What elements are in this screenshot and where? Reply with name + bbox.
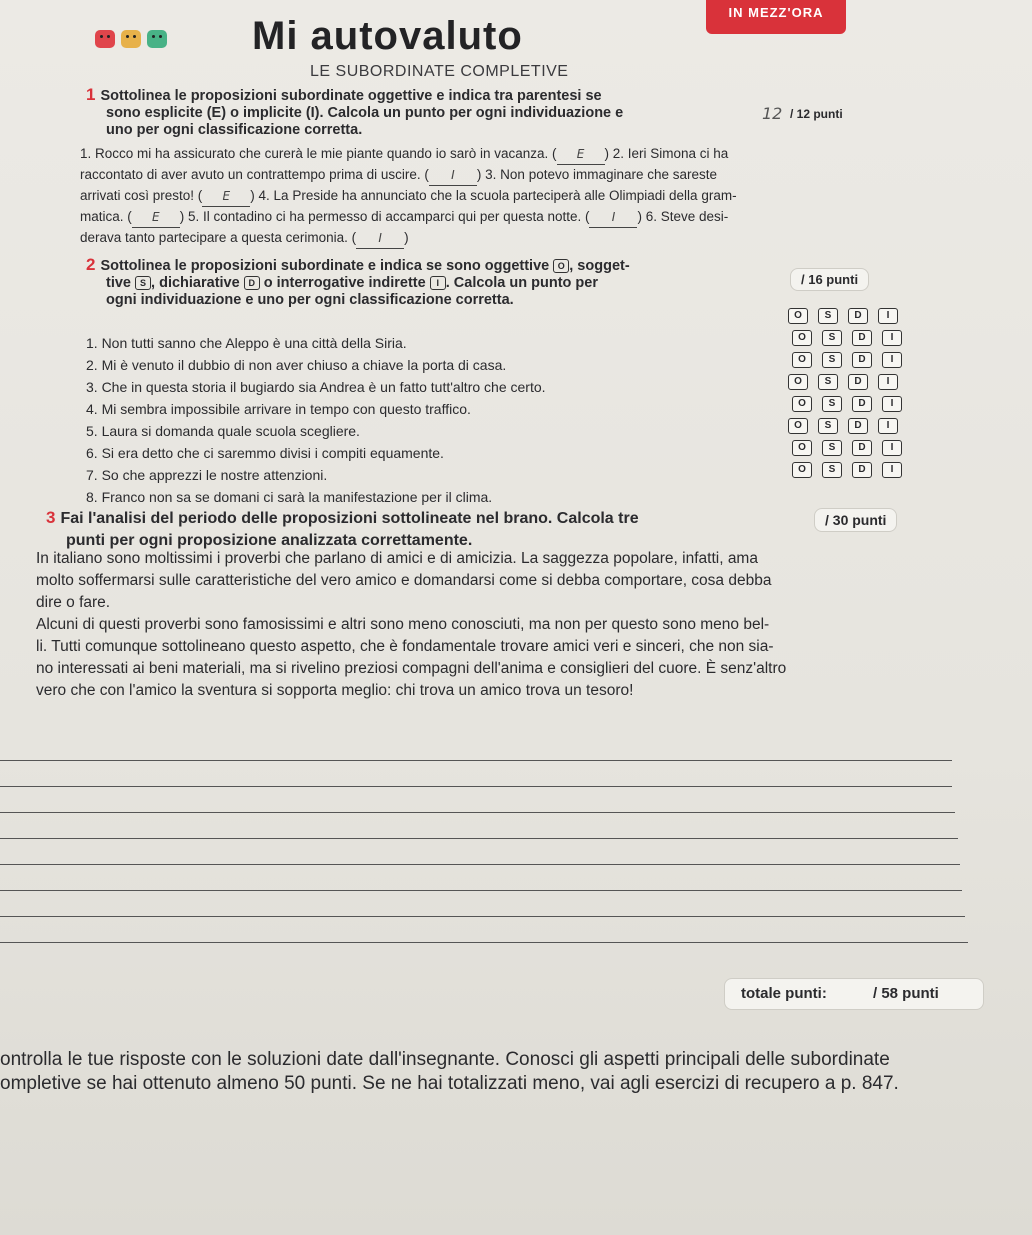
classification-options [788,308,898,324]
instruction-line: Sottolinea le proposizioni subordinate e indica se sono oggettive [100,258,550,274]
instruction-line: , dichiarative [151,275,240,291]
instruction-line: Sottolinea le proposizioni subordinate oggettive e indica tra parentesi se [100,88,602,104]
option-box-d[interactable]: D [852,330,872,346]
total-score: / 58 punti [873,985,939,1002]
text-segment: ) [404,230,409,245]
option-box-s[interactable]: S [818,308,838,324]
answer-field[interactable]: I [356,228,404,249]
text-segment: arrivati così presto! ( [80,188,203,203]
text-segment: ) 3. Non potevo immaginare che sareste [476,167,718,182]
answer-line[interactable] [0,786,952,787]
instruction-line: . Calcola un punto per [445,275,598,291]
box-o-label: O [553,259,569,273]
classification-options [788,374,898,390]
option-box-i[interactable]: I [878,308,898,324]
text-line [80,165,880,186]
text-segment: ) 2. Ieri Simona ci ha [604,146,729,161]
exercise-2-instructions [86,256,766,309]
instruction-line: sono esplicite (E) o implicite (I). Calcola un punto per ogni individuazione e [106,105,624,121]
passage-line: no interessati ai beni materiali, ma si rivelino preziosi compagni dell'anima e consiglieri del cuore. È senz'altro [36,660,787,677]
option-box-s[interactable]: S [822,462,842,478]
exercise-2-score: / 16 punti [790,268,869,291]
option-box-o[interactable]: O [792,352,812,368]
option-box-o[interactable]: O [792,440,812,456]
classification-options [792,462,902,478]
option-box-s[interactable]: S [818,374,838,390]
instruction-line: o interrogative indirette [263,275,426,291]
option-box-i[interactable]: I [878,418,898,434]
passage-line: vero che con l'amico la sventura si sopporta meglio: chi trova un amico trova un tesoro! [36,682,634,699]
option-box-s[interactable]: S [822,352,842,368]
option-box-d[interactable]: D [848,418,868,434]
exercise-1-score: / 12 punti [790,107,843,121]
exercise-1-instructions [86,86,726,139]
classification-options [792,352,902,368]
footer-instructions [0,1048,1032,1096]
neutral-face-icon [121,30,141,48]
text-segment: raccontato di aver avuto un contrattempo prima di uscire. ( [80,167,429,182]
exercise-number: 1 [86,85,96,104]
text-line [80,207,880,228]
exercise-3-score: / 30 punti [814,508,897,532]
sad-face-icon [95,30,115,48]
instruction-line: punti per ogni proposizione analizzata correttamente. [66,532,473,549]
answer-line[interactable] [0,812,955,813]
box-i-label: I [430,276,446,290]
box-d-label: D [244,276,260,290]
answer-line[interactable] [0,864,960,865]
option-box-s[interactable]: S [822,396,842,412]
passage-line: Alcuni di questi proverbi sono famosissimi e altri sono meno conosciuti, ma non per questo sono meno bel- [36,616,770,633]
option-box-s[interactable]: S [822,330,842,346]
text-segment: derava tanto partecipare a questa cerimonia. ( [80,230,357,245]
option-box-d[interactable]: D [848,374,868,390]
answer-line[interactable] [0,838,958,839]
list-item: 2. Mi è venuto il dubbio di non aver chiuso a chiave la porta di casa. [86,357,507,373]
instruction-line: tive [106,275,131,291]
text-segment: ) 4. La Preside ha annunciato che la scuola parteciperà alle Olimpiadi della gram- [250,188,737,203]
option-box-o[interactable]: O [788,308,808,324]
answer-field[interactable]: E [557,144,605,165]
option-box-s[interactable]: S [822,440,842,456]
classification-options [792,330,902,346]
happy-face-icon [147,30,167,48]
option-box-d[interactable]: D [848,308,868,324]
answer-field[interactable]: I [429,165,477,186]
handwritten-score: 12 [762,104,783,123]
box-s-label: S [135,276,151,290]
option-box-s[interactable]: S [818,418,838,434]
option-box-d[interactable]: D [852,396,872,412]
text-line [80,228,880,249]
option-box-o[interactable]: O [792,330,812,346]
answer-line[interactable] [0,760,952,761]
option-box-d[interactable]: D [852,352,872,368]
text-segment: matica. ( [80,209,132,224]
option-box-i[interactable]: I [878,374,898,390]
exercise-3-passage [36,548,936,702]
instruction-line: , sogget- [569,258,630,274]
total-score-box [724,978,984,1010]
text-line [80,186,880,207]
instruction-line: uno per ogni classificazione corretta. [106,122,363,138]
answer-field[interactable]: E [132,207,180,228]
option-box-o[interactable]: O [792,462,812,478]
exercise-3-instructions [46,507,766,552]
list-item: 8. Franco non sa se domani ci sarà la manifestazione per il clima. [86,489,493,505]
list-item: 4. Mi sembra impossibile arrivare in tempo con questo traffico. [86,401,471,417]
self-assessment-faces [95,30,167,48]
passage-line: dire o fare. [36,594,111,611]
option-box-i[interactable]: I [882,396,902,412]
passage-line: In italiano sono moltissimi i proverbi che parlano di amici e di amicizia. La saggezza popolare, infatti, ama [36,550,758,567]
exercise-1-text [80,144,880,249]
option-box-i[interactable]: I [882,440,902,456]
text-segment: ) 6. Steve desi- [637,209,729,224]
total-label: totale punti: [741,985,827,1002]
exercise-number: 2 [86,255,96,274]
answer-field[interactable]: E [202,186,250,207]
list-item: 7. So che apprezzi le nostre attenzioni. [86,467,328,483]
answer-line[interactable] [0,916,965,917]
option-box-i[interactable]: I [882,462,902,478]
classification-options [788,418,898,434]
option-box-o[interactable]: O [788,418,808,434]
option-box-o[interactable]: O [792,396,812,412]
exercise-number: 3 [46,508,56,527]
option-box-i[interactable]: I [882,330,902,346]
answer-field[interactable]: I [589,207,637,228]
instruction-line: ogni individuazione e uno per ogni classificazione corretta. [106,292,514,308]
time-tag: IN MEZZ'ORA [706,0,846,34]
passage-line: li. Tutti comunque sottolineano questo aspetto, che è fondamentale trovare amici veri e sinceri, che non sia- [36,638,774,655]
classification-options [792,396,902,412]
footer-line: ontrolla le tue risposte con le soluzioni date dall'insegnante. Conosci gli aspetti principali delle subordinate [0,1049,890,1070]
text-segment: 1. Rocco mi ha assicurato che curerà le mie piante quando io sarò in vacanza. ( [80,146,557,161]
option-box-o[interactable]: O [788,374,808,390]
text-segment: ) 5. Il contadino ci ha permesso di accamparci qui per questa notte. ( [179,209,590,224]
passage-line: molto soffermarsi sulle caratteristiche del vero amico e domandarsi come si debba comportare, cosa debba [36,572,772,589]
option-box-d[interactable]: D [852,462,872,478]
footer-line: ompletive se hai ottenuto almeno 50 punti. Se ne hai totalizzati meno, vai agli esercizi di recupero a p. 847. [0,1073,899,1094]
page-title: Mi autovaluto [252,14,523,58]
page-subtitle: LE SUBORDINATE COMPLETIVE [310,63,569,80]
list-item: 3. Che in questa storia il bugiardo sia Andrea è un fatto tutt'altro che certo. [86,379,546,395]
option-box-i[interactable]: I [882,352,902,368]
answer-line[interactable] [0,890,962,891]
list-item: 6. Si era detto che ci saremmo divisi i compiti equamente. [86,445,444,461]
classification-options [792,440,902,456]
list-item: 5. Laura si domanda quale scuola scegliere. [86,423,360,439]
list-item: 1. Non tutti sanno che Aleppo è una città della Siria. [86,335,407,351]
text-line [80,144,880,165]
instruction-line: Fai l'analisi del periodo delle proposizioni sottolineate nel brano. Calcola tre [60,510,639,527]
option-box-d[interactable]: D [852,440,872,456]
answer-line[interactable] [0,942,968,943]
